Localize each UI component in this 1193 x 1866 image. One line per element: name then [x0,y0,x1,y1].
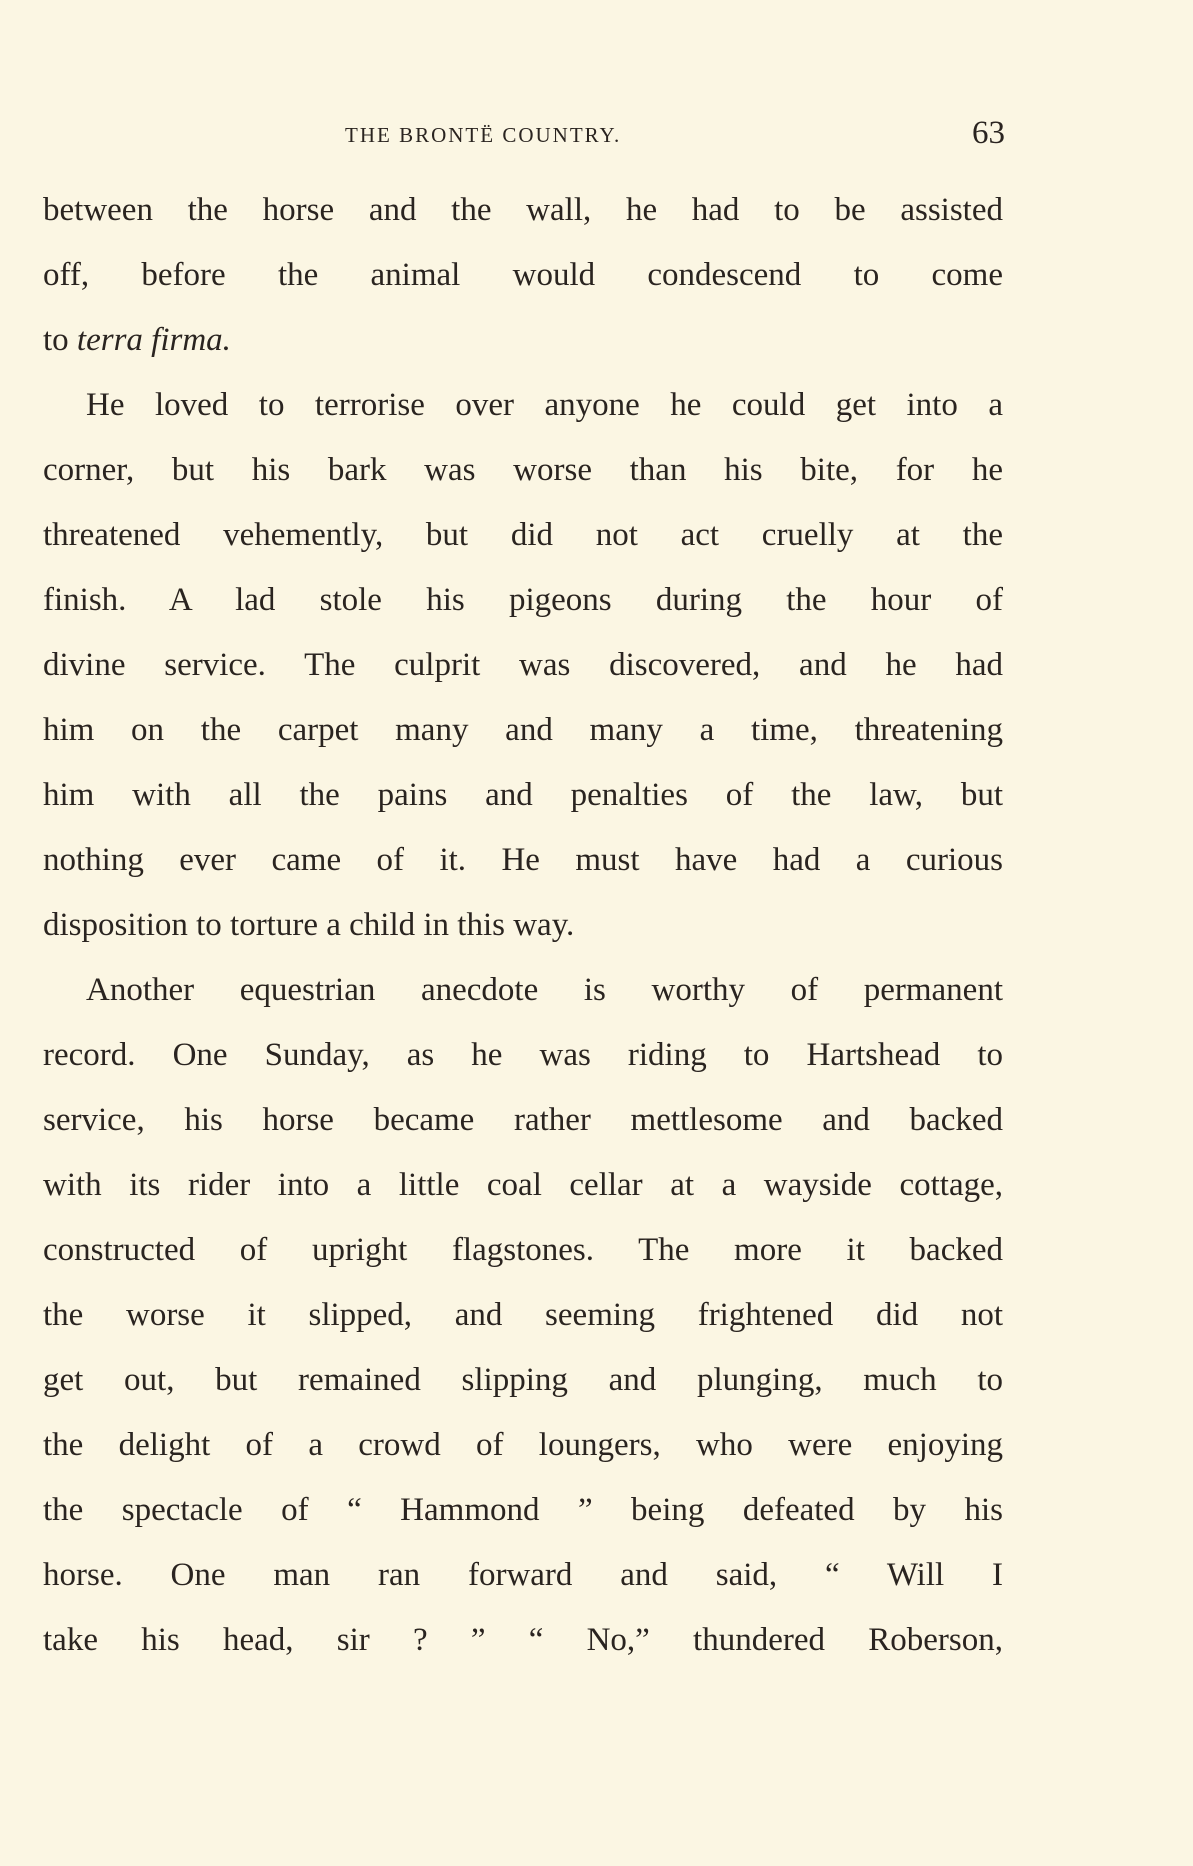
text-line: disposition to torture a child in this way. [43,907,575,943]
text-line: corner, but his bark was worse than his bite, for he [43,452,1003,488]
text-line: record. One Sunday, as he was riding to Hartshead to [43,1037,1003,1073]
text-line: with its rider into a little coal cellar at a wayside cottage, [43,1167,1003,1203]
text-line: He loved to terrorise over anyone he could get into a [86,387,1003,423]
text-line: divine service. The culprit was discovered, and he had [43,647,1003,683]
text-line [43,320,1003,385]
italic-phrase: terra firma. [76,322,231,358]
text-line: him with all the pains and penalties of the law, but [43,777,1003,813]
text-line: threatened vehemently, but did not act cruelly at the [43,517,1003,553]
text-line: off, before the animal would condescend to come [43,257,1003,293]
text-line: between the horse and the wall, he had to be assisted [43,192,1003,228]
text-line: service, his horse became rather mettlesome and backed [43,1102,1003,1138]
running-head [55,115,1005,155]
text-line: horse. One man ran forward and said, “ Will I [43,1557,1003,1593]
text-line: the worse it slipped, and seeming frightened did not [43,1297,1003,1333]
text-line: constructed of upright flagstones. The more it backed [43,1232,1003,1268]
text-fragment: to [43,322,69,358]
text-line: the delight of a crowd of loungers, who were enjoying [43,1427,1003,1463]
text-line: get out, but remained slipping and plunging, much to [43,1362,1003,1398]
text-line: finish. A lad stole his pigeons during the hour of [43,582,1003,618]
page-number: 63 [972,115,1005,151]
text-line: take his head, sir ? ” “ No,” thundered Roberson, [43,1622,1003,1658]
body-text [43,190,1003,1685]
running-title: THE BRONTË COUNTRY. [345,123,622,147]
text-line: the spectacle of “ Hammond ” being defeated by his [43,1492,1003,1528]
text-line: Another equestrian anecdote is worthy of permanent [86,972,1003,1008]
text-line: nothing ever came of it. He must have had a curious [43,842,1003,878]
text-line: him on the carpet many and many a time, threatening [43,712,1003,748]
